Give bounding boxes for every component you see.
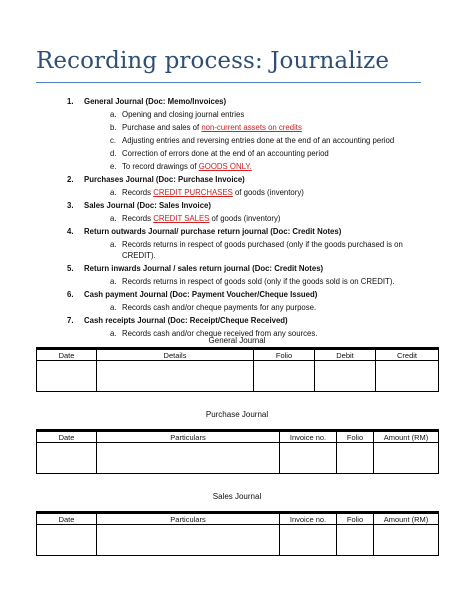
table-header-row (37, 349, 439, 361)
sub-item-text: of goods (inventory) (209, 214, 281, 223)
title-divider (36, 82, 421, 83)
sub-item-letter: a. (110, 277, 117, 286)
page-title: Recording process: Journalize (36, 48, 390, 74)
col-folio: Folio (337, 431, 374, 443)
sales-journal-table (36, 511, 439, 556)
col-date: Date (37, 349, 97, 361)
sub-item-text: Opening and closing journal entries (122, 110, 245, 119)
list-item-number: 2. (67, 175, 74, 184)
col-invoice-no: Invoice no. (280, 513, 337, 525)
sub-item (84, 276, 442, 287)
list-item-heading: Sales Journal (Doc: Sales Invoice) (84, 201, 211, 210)
sub-item-letter: a. (110, 110, 117, 119)
cell (337, 525, 374, 556)
purchase-journal-title: Purchase Journal (205, 410, 269, 419)
sub-item-letter: b. (110, 123, 117, 132)
sub-item-letter: a. (110, 329, 117, 338)
cell (374, 525, 439, 556)
list-item-number: 7. (67, 316, 74, 325)
sub-item (84, 135, 442, 146)
table-row (37, 443, 439, 474)
list-item-heading: Purchases Journal (Doc: Purchase Invoice) (84, 175, 245, 184)
sub-item-text: Records (122, 188, 154, 197)
list-item-number: 3. (67, 201, 74, 210)
col-invoice-no: Invoice no. (280, 431, 337, 443)
table-row (37, 361, 439, 392)
sub-item-letter: a. (110, 214, 117, 223)
cell (97, 361, 254, 392)
col-credit: Credit (376, 349, 439, 361)
sub-item-text: Records returns in respect of goods sold (only if the goods sold is on CREDIT). (122, 277, 395, 286)
cell (280, 525, 337, 556)
sub-item-letter: a. (110, 240, 117, 249)
col-amount: Amount (RM) (374, 513, 439, 525)
sub-item-text: Correction of errors done at the end of an accounting period (122, 149, 329, 158)
highlighted-text: CREDIT PURCHASES (153, 188, 233, 197)
list-item (62, 263, 442, 287)
cell (374, 443, 439, 474)
journal-types-list (62, 96, 442, 341)
list-item (62, 174, 442, 198)
purchase-journal-table (36, 429, 439, 474)
sales-journal-title: Sales Journal (212, 492, 262, 501)
cell (37, 361, 97, 392)
sub-item (84, 302, 442, 313)
highlighted-text: CREDIT SALES (153, 214, 210, 223)
list-item (62, 289, 442, 313)
cell (337, 443, 374, 474)
sub-item-text: of goods (inventory) (232, 188, 304, 197)
sub-item-text: To record drawings of (122, 162, 199, 171)
col-debit: Debit (315, 349, 376, 361)
list-item-heading: Cash receipts Journal (Doc: Receipt/Cheque Received) (84, 316, 288, 325)
sub-item-letter: a. (110, 188, 117, 197)
list-item (62, 226, 442, 261)
table-header-row (37, 431, 439, 443)
highlighted-text: non-current assets on credits (201, 123, 302, 132)
col-particulars: Particulars (97, 513, 280, 525)
sub-item-text: Records cash and/or cheque payments for any purpose. (122, 303, 317, 312)
cell (376, 361, 439, 392)
table-header-row (37, 513, 439, 525)
cell (37, 525, 97, 556)
table-row (37, 525, 439, 556)
list-item-number: 6. (67, 290, 74, 299)
sub-item-text: Records cash and/or cheque received from any sources. (122, 329, 318, 338)
list-item-heading: Cash payment Journal (Doc: Payment Voucher/Cheque Issued) (84, 290, 318, 299)
sub-item-letter: c. (110, 136, 117, 145)
cell (254, 361, 315, 392)
list-item-heading: Return inwards Journal / sales return journal (Doc: Credit Notes) (84, 264, 324, 273)
cell (315, 361, 376, 392)
col-date: Date (37, 513, 97, 525)
cell (280, 443, 337, 474)
list-item-heading: Return outwards Journal/ purchase return journal (Doc: Credit Notes) (84, 227, 342, 236)
sub-item-text: Records (122, 214, 154, 223)
sub-item (84, 161, 442, 172)
list-item-number: 4. (67, 227, 74, 236)
list-item (62, 96, 442, 172)
col-folio: Folio (254, 349, 315, 361)
general-journal-table (36, 347, 439, 392)
general-journal-title: General Journal (208, 336, 266, 345)
cell (97, 443, 280, 474)
list-item-heading: General Journal (Doc: Memo/Invoices) (84, 97, 227, 106)
list-item-number: 1. (67, 97, 74, 106)
col-particulars: Particulars (97, 431, 280, 443)
cell (97, 525, 280, 556)
col-date: Date (37, 431, 97, 443)
sub-item-letter: a. (110, 303, 117, 312)
cell (37, 443, 97, 474)
sub-item (84, 122, 442, 133)
sub-item-letter: e. (110, 162, 117, 171)
sub-item-text: Purchase and sales of (122, 123, 202, 132)
sub-item-letter: d. (110, 149, 117, 158)
sub-item (84, 148, 442, 159)
sub-item-text: Adjusting entries and reversing entries done at the end of an accounting period (122, 136, 395, 145)
sub-item (84, 239, 442, 261)
col-amount: Amount (RM) (374, 431, 439, 443)
sub-item (84, 109, 442, 120)
list-item-number: 5. (67, 264, 74, 273)
sub-item (84, 187, 442, 198)
list-item (62, 200, 442, 224)
col-details: Details (97, 349, 254, 361)
col-folio: Folio (337, 513, 374, 525)
sub-item-text: Records returns in respect of goods purchased (only if the goods purchased is on CREDIT). (122, 240, 403, 260)
highlighted-text: GOODS ONLY. (198, 162, 252, 171)
sub-item (84, 213, 442, 224)
